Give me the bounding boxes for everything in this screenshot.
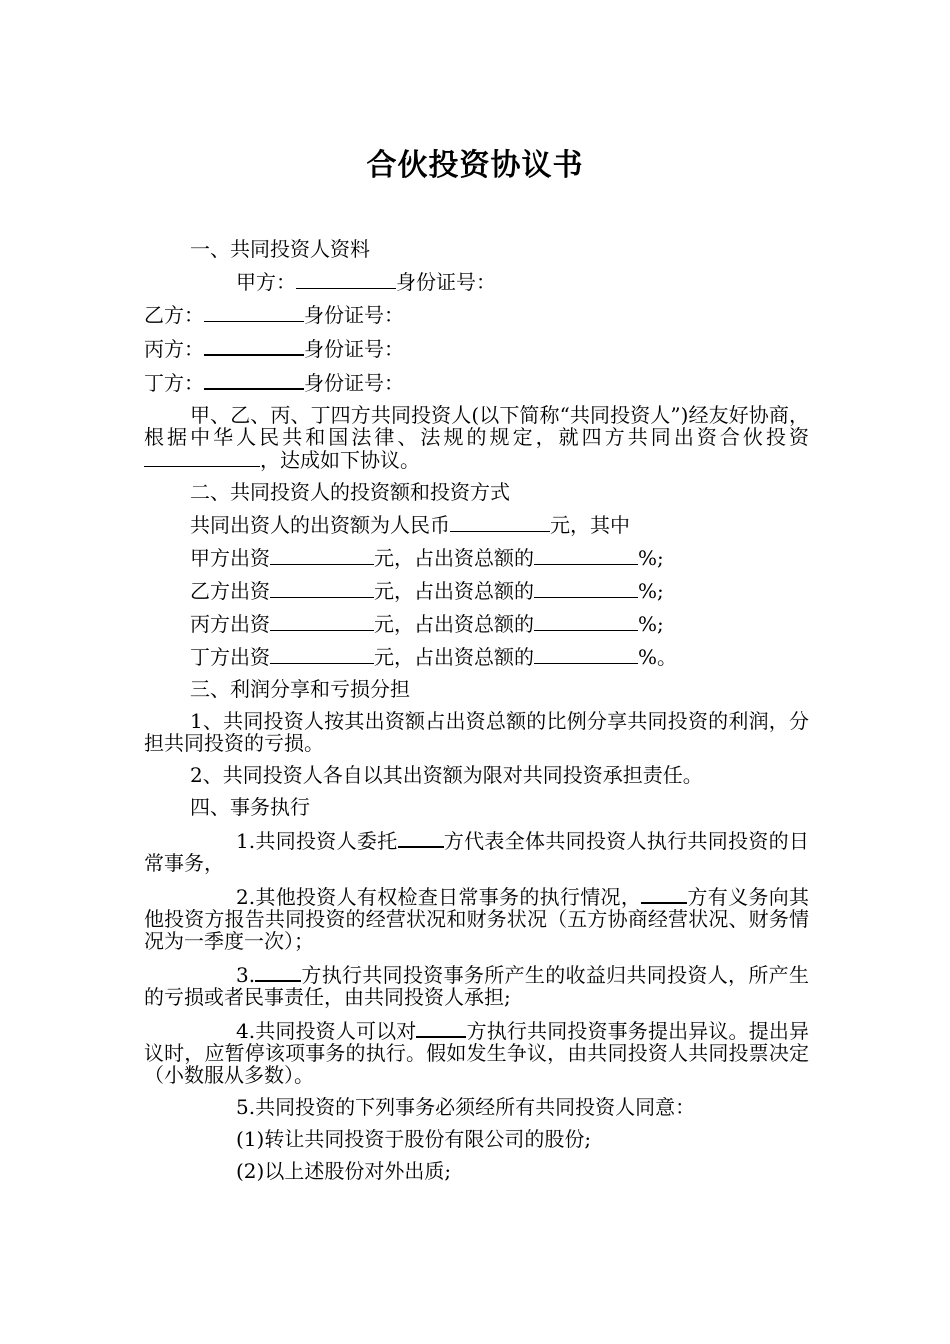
party-b-contrib-label: 乙方出资 <box>190 579 270 603</box>
clause-4-text-b: 方执行共同投资事务提出异议。提出异议时，应暂停该项事务的执行。假如发生争议，由共同投资人共同投票决定（小数服从多数）。 <box>144 1019 809 1087</box>
clause-2-text-a: 2.其他投资人有权检查日常事务的执行情况， <box>236 885 642 909</box>
clause-4-text-a: 4.共同投资人可以对 <box>236 1019 417 1043</box>
section-4-clause-2 <box>144 884 809 952</box>
total-text-1: 共同出资人的出资额为人民币 <box>190 513 450 537</box>
party-a-name-blank <box>296 270 396 289</box>
clause-5-item-1: (1)转让共同投资于股份有限公司的股份; <box>236 1127 592 1151</box>
clause-3-party-blank <box>255 962 301 982</box>
total-text-2: 元，其中 <box>550 513 630 537</box>
party-b-line <box>144 303 809 326</box>
party-d-contribution-line <box>144 645 809 668</box>
document-title: 合伙投资协议书 <box>366 148 584 183</box>
total-amount-blank <box>450 513 550 532</box>
clause-3-text-a: 3. <box>236 963 256 987</box>
party-d-pct-suffix: %。 <box>638 645 678 669</box>
clause-5-item-2: (2)以上述股份对外出质; <box>236 1159 452 1183</box>
section-3-clause-2: 2、共同投资人各自以其出资额为限对共同投资承担责任。 <box>190 763 703 787</box>
section-4-heading: 四、事务执行 <box>190 795 310 819</box>
party-c-share-text: 元，占出资总额的 <box>374 612 534 636</box>
total-contribution-line <box>144 513 809 536</box>
section-4-clause-4 <box>144 1018 809 1086</box>
document-body <box>144 238 809 1192</box>
clause-1-party-blank <box>398 828 444 848</box>
party-d-contrib-label: 丁方出资 <box>190 645 270 669</box>
section-4-clause-3 <box>144 962 809 1008</box>
party-a-label: 甲方： <box>236 270 296 294</box>
party-b-id-label: 身份证号： <box>304 303 404 327</box>
party-d-percent-blank <box>534 645 638 664</box>
clause-4-party-blank <box>416 1018 466 1038</box>
party-b-name-blank <box>204 303 304 322</box>
section-3-heading: 三、利润分享和亏损分担 <box>190 677 410 701</box>
party-c-percent-blank <box>534 612 638 631</box>
party-a-percent-blank <box>534 546 638 565</box>
party-a-pct-suffix: %; <box>638 546 664 570</box>
party-c-pct-suffix: %; <box>638 612 664 636</box>
party-b-pct-suffix: %; <box>638 579 664 603</box>
section-2-heading: 二、共同投资人的投资额和投资方式 <box>190 480 510 504</box>
party-d-name-blank <box>204 370 304 390</box>
section-4-clause-5: 5.共同投资的下列事务必须经所有共同投资人同意： <box>236 1095 696 1119</box>
party-d-line <box>144 370 809 394</box>
section-1-heading: 一、共同投资人资料 <box>190 237 370 261</box>
party-d-label: 丁方： <box>144 371 204 395</box>
party-d-share-text: 元，占出资总额的 <box>374 645 534 669</box>
party-b-contribution-line <box>144 579 809 602</box>
party-a-contrib-label: 甲方出资 <box>190 546 270 570</box>
clause-2-party-blank <box>641 884 687 904</box>
intro-text-1: 甲、乙、丙、丁四方共同投资人(以下简称“共同投资人”)经友好协商，根据中华人民共和国法律、法规的规定，就四方共同出资合伙投资 <box>144 403 809 449</box>
party-c-amount-blank <box>270 612 374 631</box>
party-a-share-text: 元，占出资总额的 <box>374 546 534 570</box>
party-a-line <box>144 270 809 293</box>
section-3-clause-1: 1、共同投资人按其出资额占出资总额的比例分享共同投资的利润，分担共同投资的亏损。 <box>144 709 809 755</box>
party-c-contribution-line <box>144 612 809 635</box>
party-a-id-label: 身份证号： <box>396 270 496 294</box>
intro-text-2: ，达成如下协议。 <box>260 448 420 472</box>
party-a-amount-blank <box>270 546 374 565</box>
party-b-share-text: 元，占出资总额的 <box>374 579 534 603</box>
party-d-amount-blank <box>270 645 374 664</box>
party-c-contrib-label: 丙方出资 <box>190 612 270 636</box>
clause-3-text-b: 方执行共同投资事务所产生的收益归共同投资人，所产生的亏损或者民事责任，由共同投资人承担; <box>144 963 809 1009</box>
party-c-label: 丙方： <box>144 337 204 361</box>
clause-1-text-a: 1.共同投资人委托 <box>236 829 398 853</box>
party-d-id-label: 身份证号： <box>304 371 404 395</box>
clause-1-text-b: 方代表全体共同投资人执行共同投资的日常事务， <box>144 829 809 875</box>
intro-paragraph <box>144 404 809 471</box>
section-4-clause-1 <box>144 828 809 874</box>
party-c-line <box>144 336 809 360</box>
clause-2-text-b: 方有义务向其他投资方报告共同投资的经营状况和财务状况（五方协商经营状况、财务情况为一季度一次）； <box>144 885 809 953</box>
party-b-label: 乙方： <box>144 303 204 327</box>
party-c-name-blank <box>204 336 304 356</box>
party-c-id-label: 身份证号： <box>304 337 404 361</box>
party-b-percent-blank <box>534 579 638 598</box>
party-b-amount-blank <box>270 579 374 598</box>
party-a-contribution-line <box>144 546 809 569</box>
investment-project-blank <box>144 448 260 467</box>
